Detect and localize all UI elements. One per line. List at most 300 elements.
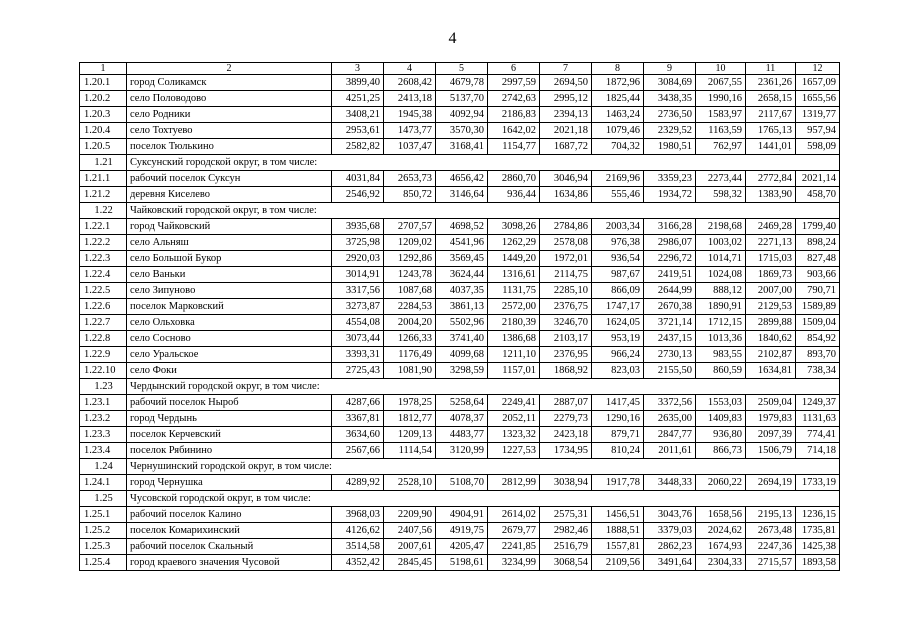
value-cell: 2920,03 <box>332 251 384 267</box>
table-row <box>80 75 840 91</box>
column-header: 1 <box>80 63 127 75</box>
value-cell: 738,34 <box>796 363 840 379</box>
value-cell: 2271,13 <box>746 235 796 251</box>
value-cell: 598,09 <box>796 139 840 155</box>
value-cell: 4031,84 <box>332 171 384 187</box>
value-cell: 1209,13 <box>384 427 436 443</box>
settlement-name: село Сосново <box>127 331 332 347</box>
value-cell: 1087,68 <box>384 283 436 299</box>
value-cell: 1893,58 <box>796 555 840 571</box>
value-cell: 2845,45 <box>384 555 436 571</box>
value-cell: 2509,04 <box>746 395 796 411</box>
row-code: 1.23.4 <box>80 443 127 459</box>
value-cell: 4352,42 <box>332 555 384 571</box>
value-cell: 555,46 <box>592 187 644 203</box>
column-header: 3 <box>332 63 384 75</box>
value-cell: 3935,68 <box>332 219 384 235</box>
value-cell: 2419,51 <box>644 267 696 283</box>
settlement-name: село Фоки <box>127 363 332 379</box>
value-cell: 2060,22 <box>696 475 746 491</box>
value-cell: 827,48 <box>796 251 840 267</box>
value-cell: 2772,84 <box>746 171 796 187</box>
value-cell: 2021,14 <box>796 171 840 187</box>
value-cell: 1868,92 <box>540 363 592 379</box>
value-cell: 1386,68 <box>488 331 540 347</box>
tariff-table <box>79 62 840 571</box>
value-cell: 3234,99 <box>488 555 540 571</box>
value-cell: 2860,70 <box>488 171 540 187</box>
row-code: 1.22.1 <box>80 219 127 235</box>
value-cell: 888,12 <box>696 283 746 299</box>
value-cell: 4126,62 <box>332 523 384 539</box>
value-cell: 1583,97 <box>696 107 746 123</box>
value-cell: 2117,67 <box>746 107 796 123</box>
value-cell: 2953,61 <box>332 123 384 139</box>
value-cell: 1747,17 <box>592 299 644 315</box>
value-cell: 4679,78 <box>436 75 488 91</box>
row-code: 1.20.4 <box>80 123 127 139</box>
row-code: 1.25 <box>80 491 127 507</box>
value-cell: 1712,15 <box>696 315 746 331</box>
value-cell: 898,24 <box>796 235 840 251</box>
value-cell: 1888,51 <box>592 523 644 539</box>
value-cell: 2899,88 <box>746 315 796 331</box>
value-cell: 1131,75 <box>488 283 540 299</box>
value-cell: 762,97 <box>696 139 746 155</box>
value-cell: 3624,44 <box>436 267 488 283</box>
value-cell: 2742,63 <box>488 91 540 107</box>
value-cell: 1735,81 <box>796 523 840 539</box>
value-cell: 2413,18 <box>384 91 436 107</box>
value-cell: 1456,51 <box>592 507 644 523</box>
value-cell: 3634,60 <box>332 427 384 443</box>
table-row <box>80 187 840 203</box>
settlement-name: село Зипуново <box>127 283 332 299</box>
row-code: 1.22.10 <box>80 363 127 379</box>
value-cell: 1114,54 <box>384 443 436 459</box>
value-cell: 1409,83 <box>696 411 746 427</box>
settlement-name: село Родники <box>127 107 332 123</box>
table-row <box>80 411 840 427</box>
row-code: 1.25.3 <box>80 539 127 555</box>
value-cell: 1014,71 <box>696 251 746 267</box>
table-row <box>80 331 840 347</box>
value-cell: 5198,61 <box>436 555 488 571</box>
value-cell: 2279,73 <box>540 411 592 427</box>
value-cell: 3379,03 <box>644 523 696 539</box>
settlement-name: село Тохтуево <box>127 123 332 139</box>
value-cell: 866,73 <box>696 443 746 459</box>
value-cell: 2109,56 <box>592 555 644 571</box>
value-cell: 2186,83 <box>488 107 540 123</box>
table-row <box>80 427 840 443</box>
table-row <box>80 251 840 267</box>
value-cell: 4078,37 <box>436 411 488 427</box>
value-cell: 598,32 <box>696 187 746 203</box>
value-cell: 1655,56 <box>796 91 840 107</box>
value-cell: 2155,50 <box>644 363 696 379</box>
value-cell: 1079,46 <box>592 123 644 139</box>
value-cell: 1642,02 <box>488 123 540 139</box>
value-cell: 3317,56 <box>332 283 384 299</box>
table-row <box>80 315 840 331</box>
value-cell: 2285,10 <box>540 283 592 299</box>
value-cell: 1211,10 <box>488 347 540 363</box>
value-cell: 1917,78 <box>592 475 644 491</box>
value-cell: 3068,54 <box>540 555 592 571</box>
row-code: 1.23.1 <box>80 395 127 411</box>
value-cell: 5502,96 <box>436 315 488 331</box>
value-cell: 1003,02 <box>696 235 746 251</box>
row-code: 1.23.3 <box>80 427 127 443</box>
value-cell: 3721,14 <box>644 315 696 331</box>
group-row <box>80 379 840 395</box>
value-cell: 1624,05 <box>592 315 644 331</box>
value-cell: 2024,62 <box>696 523 746 539</box>
value-cell: 953,19 <box>592 331 644 347</box>
row-code: 1.20.5 <box>80 139 127 155</box>
table-row <box>80 283 840 299</box>
settlement-name: рабочий поселок Суксун <box>127 171 332 187</box>
row-code: 1.25.1 <box>80 507 127 523</box>
value-cell: 5108,70 <box>436 475 488 491</box>
value-cell: 2004,20 <box>384 315 436 331</box>
value-cell: 2608,42 <box>384 75 436 91</box>
value-cell: 2997,59 <box>488 75 540 91</box>
table-row <box>80 539 840 555</box>
value-cell: 1634,86 <box>540 187 592 203</box>
group-row <box>80 203 840 219</box>
group-title: Чайковский городской округ, в том числе: <box>127 203 840 219</box>
value-cell: 3168,41 <box>436 139 488 155</box>
value-cell: 903,66 <box>796 267 840 283</box>
value-cell: 1131,63 <box>796 411 840 427</box>
row-code: 1.21 <box>80 155 127 171</box>
table-row <box>80 507 840 523</box>
value-cell: 2730,13 <box>644 347 696 363</box>
value-cell: 2423,18 <box>540 427 592 443</box>
value-cell: 1425,38 <box>796 539 840 555</box>
value-cell: 1249,37 <box>796 395 840 411</box>
value-cell: 1715,03 <box>746 251 796 267</box>
value-cell: 1634,81 <box>746 363 796 379</box>
value-cell: 879,71 <box>592 427 644 443</box>
value-cell: 1990,16 <box>696 91 746 107</box>
value-cell: 3146,64 <box>436 187 488 203</box>
value-cell: 1657,09 <box>796 75 840 91</box>
value-cell: 1292,86 <box>384 251 436 267</box>
value-cell: 2198,68 <box>696 219 746 235</box>
settlement-name: город Чердынь <box>127 411 332 427</box>
value-cell: 3014,91 <box>332 267 384 283</box>
value-cell: 4919,75 <box>436 523 488 539</box>
value-cell: 2575,31 <box>540 507 592 523</box>
value-cell: 1081,90 <box>384 363 436 379</box>
value-cell: 2007,61 <box>384 539 436 555</box>
value-cell: 3393,31 <box>332 347 384 363</box>
value-cell: 1553,03 <box>696 395 746 411</box>
value-cell: 3166,28 <box>644 219 696 235</box>
value-cell: 2572,00 <box>488 299 540 315</box>
value-cell: 1840,62 <box>746 331 796 347</box>
value-cell: 704,32 <box>592 139 644 155</box>
value-cell: 3899,40 <box>332 75 384 91</box>
column-header: 5 <box>436 63 488 75</box>
value-cell: 5258,64 <box>436 395 488 411</box>
value-cell: 2995,12 <box>540 91 592 107</box>
value-cell: 2437,15 <box>644 331 696 347</box>
value-cell: 2469,28 <box>746 219 796 235</box>
row-code: 1.24 <box>80 459 127 475</box>
table-row <box>80 347 840 363</box>
value-cell: 2241,85 <box>488 539 540 555</box>
column-header: 7 <box>540 63 592 75</box>
row-code: 1.22.8 <box>80 331 127 347</box>
row-code: 1.20.3 <box>80 107 127 123</box>
value-cell: 2209,90 <box>384 507 436 523</box>
table-row <box>80 443 840 459</box>
row-code: 1.22 <box>80 203 127 219</box>
value-cell: 2097,39 <box>746 427 796 443</box>
value-cell: 2528,10 <box>384 475 436 491</box>
value-cell: 4656,42 <box>436 171 488 187</box>
value-cell: 2304,33 <box>696 555 746 571</box>
table-row <box>80 363 840 379</box>
group-row <box>80 459 840 475</box>
settlement-name: село Уральское <box>127 347 332 363</box>
row-code: 1.22.9 <box>80 347 127 363</box>
value-cell: 2394,13 <box>540 107 592 123</box>
row-code: 1.24.1 <box>80 475 127 491</box>
value-cell: 4251,25 <box>332 91 384 107</box>
value-cell: 4099,68 <box>436 347 488 363</box>
value-cell: 2986,07 <box>644 235 696 251</box>
header-row <box>80 63 840 75</box>
value-cell: 1441,01 <box>746 139 796 155</box>
value-cell: 2329,52 <box>644 123 696 139</box>
value-cell: 1266,33 <box>384 331 436 347</box>
value-cell: 3725,98 <box>332 235 384 251</box>
value-cell: 2102,87 <box>746 347 796 363</box>
row-code: 1.25.4 <box>80 555 127 571</box>
value-cell: 2067,55 <box>696 75 746 91</box>
value-cell: 458,70 <box>796 187 840 203</box>
value-cell: 1243,78 <box>384 267 436 283</box>
value-cell: 1687,72 <box>540 139 592 155</box>
value-cell: 1658,56 <box>696 507 746 523</box>
value-cell: 1765,13 <box>746 123 796 139</box>
value-cell: 2887,07 <box>540 395 592 411</box>
value-cell: 4554,08 <box>332 315 384 331</box>
value-cell: 2679,77 <box>488 523 540 539</box>
value-cell: 1934,72 <box>644 187 696 203</box>
value-cell: 2284,53 <box>384 299 436 315</box>
settlement-name: поселок Комарихинский <box>127 523 332 539</box>
value-cell: 1869,73 <box>746 267 796 283</box>
value-cell: 2546,92 <box>332 187 384 203</box>
value-cell: 2694,50 <box>540 75 592 91</box>
value-cell: 860,59 <box>696 363 746 379</box>
settlement-name: деревня Киселево <box>127 187 332 203</box>
value-cell: 936,54 <box>592 251 644 267</box>
value-cell: 1383,90 <box>746 187 796 203</box>
value-cell: 2694,19 <box>746 475 796 491</box>
value-cell: 3372,56 <box>644 395 696 411</box>
value-cell: 2670,38 <box>644 299 696 315</box>
settlement-name: поселок Керчевский <box>127 427 332 443</box>
value-cell: 2011,61 <box>644 443 696 459</box>
value-cell: 866,09 <box>592 283 644 299</box>
group-row <box>80 491 840 507</box>
value-cell: 1734,95 <box>540 443 592 459</box>
value-cell: 957,94 <box>796 123 840 139</box>
value-cell: 3741,40 <box>436 331 488 347</box>
value-cell: 3246,70 <box>540 315 592 331</box>
value-cell: 2784,86 <box>540 219 592 235</box>
value-cell: 1037,47 <box>384 139 436 155</box>
value-cell: 2567,66 <box>332 443 384 459</box>
value-cell: 3038,94 <box>540 475 592 491</box>
value-cell: 2673,48 <box>746 523 796 539</box>
settlement-name: поселок Тюлькино <box>127 139 332 155</box>
table-row <box>80 91 840 107</box>
row-code: 1.25.2 <box>80 523 127 539</box>
value-cell: 3298,59 <box>436 363 488 379</box>
value-cell: 1157,01 <box>488 363 540 379</box>
row-code: 1.22.4 <box>80 267 127 283</box>
value-cell: 2169,96 <box>592 171 644 187</box>
value-cell: 3491,64 <box>644 555 696 571</box>
settlement-name: рабочий поселок Ныроб <box>127 395 332 411</box>
value-cell: 1323,32 <box>488 427 540 443</box>
value-cell: 714,18 <box>796 443 840 459</box>
value-cell: 1812,77 <box>384 411 436 427</box>
table-row <box>80 555 840 571</box>
value-cell: 1209,02 <box>384 235 436 251</box>
settlement-name: село Альняш <box>127 235 332 251</box>
table-row <box>80 235 840 251</box>
value-cell: 2736,50 <box>644 107 696 123</box>
value-cell: 2180,39 <box>488 315 540 331</box>
value-cell: 3968,03 <box>332 507 384 523</box>
table-row <box>80 299 840 315</box>
value-cell: 2644,99 <box>644 283 696 299</box>
value-cell: 1236,15 <box>796 507 840 523</box>
value-cell: 3570,30 <box>436 123 488 139</box>
row-code: 1.22.5 <box>80 283 127 299</box>
column-header: 4 <box>384 63 436 75</box>
value-cell: 3514,58 <box>332 539 384 555</box>
value-cell: 1449,20 <box>488 251 540 267</box>
value-cell: 1674,93 <box>696 539 746 555</box>
value-cell: 3120,99 <box>436 443 488 459</box>
value-cell: 1463,24 <box>592 107 644 123</box>
row-code: 1.22.6 <box>80 299 127 315</box>
table-row <box>80 475 840 491</box>
page-number: 4 <box>448 30 457 47</box>
group-row <box>80 155 840 171</box>
value-cell: 2653,73 <box>384 171 436 187</box>
settlement-name: поселок Рябинино <box>127 443 332 459</box>
value-cell: 1013,36 <box>696 331 746 347</box>
value-cell: 854,92 <box>796 331 840 347</box>
column-header: 12 <box>796 63 840 75</box>
value-cell: 5137,70 <box>436 91 488 107</box>
value-cell: 936,44 <box>488 187 540 203</box>
settlement-name: поселок Марковский <box>127 299 332 315</box>
value-cell: 936,80 <box>696 427 746 443</box>
group-title: Чернушинский городской округ, в том числе: <box>127 459 840 475</box>
row-code: 1.20.2 <box>80 91 127 107</box>
value-cell: 2273,44 <box>696 171 746 187</box>
group-title: Чусовской городской округ, в том числе: <box>127 491 840 507</box>
value-cell: 2249,41 <box>488 395 540 411</box>
value-cell: 3367,81 <box>332 411 384 427</box>
value-cell: 2361,26 <box>746 75 796 91</box>
value-cell: 2707,57 <box>384 219 436 235</box>
settlement-name: село Ольховка <box>127 315 332 331</box>
value-cell: 4483,77 <box>436 427 488 443</box>
column-header: 11 <box>746 63 796 75</box>
table-row <box>80 107 840 123</box>
table-row <box>80 395 840 411</box>
value-cell: 3861,13 <box>436 299 488 315</box>
value-cell: 1825,44 <box>592 91 644 107</box>
value-cell: 4287,66 <box>332 395 384 411</box>
value-cell: 3084,69 <box>644 75 696 91</box>
row-code: 1.22.7 <box>80 315 127 331</box>
value-cell: 2812,99 <box>488 475 540 491</box>
column-header: 10 <box>696 63 746 75</box>
value-cell: 3273,87 <box>332 299 384 315</box>
value-cell: 2114,75 <box>540 267 592 283</box>
value-cell: 976,38 <box>592 235 644 251</box>
value-cell: 4541,96 <box>436 235 488 251</box>
value-cell: 790,71 <box>796 283 840 299</box>
value-cell: 2021,18 <box>540 123 592 139</box>
value-cell: 823,03 <box>592 363 644 379</box>
settlement-name: город краевого значения Чусовой <box>127 555 332 571</box>
table-body <box>80 63 840 571</box>
value-cell: 966,24 <box>592 347 644 363</box>
settlement-name: рабочий поселок Калино <box>127 507 332 523</box>
table-row <box>80 139 840 155</box>
value-cell: 2247,36 <box>746 539 796 555</box>
value-cell: 1733,19 <box>796 475 840 491</box>
value-cell: 2862,23 <box>644 539 696 555</box>
column-header: 8 <box>592 63 644 75</box>
group-title: Чердынский городской округ, в том числе: <box>127 379 840 395</box>
value-cell: 1509,04 <box>796 315 840 331</box>
group-title: Суксунский городской округ, в том числе: <box>127 155 840 171</box>
value-cell: 850,72 <box>384 187 436 203</box>
settlement-name: село Большой Букор <box>127 251 332 267</box>
value-cell: 1154,77 <box>488 139 540 155</box>
value-cell: 1872,96 <box>592 75 644 91</box>
value-cell: 2658,15 <box>746 91 796 107</box>
row-code: 1.23.2 <box>80 411 127 427</box>
value-cell: 2103,17 <box>540 331 592 347</box>
value-cell: 2407,56 <box>384 523 436 539</box>
settlement-name: город Соликамск <box>127 75 332 91</box>
value-cell: 4698,52 <box>436 219 488 235</box>
column-header: 2 <box>127 63 332 75</box>
value-cell: 1980,51 <box>644 139 696 155</box>
value-cell: 2129,53 <box>746 299 796 315</box>
value-cell: 1945,38 <box>384 107 436 123</box>
value-cell: 810,24 <box>592 443 644 459</box>
value-cell: 2007,00 <box>746 283 796 299</box>
